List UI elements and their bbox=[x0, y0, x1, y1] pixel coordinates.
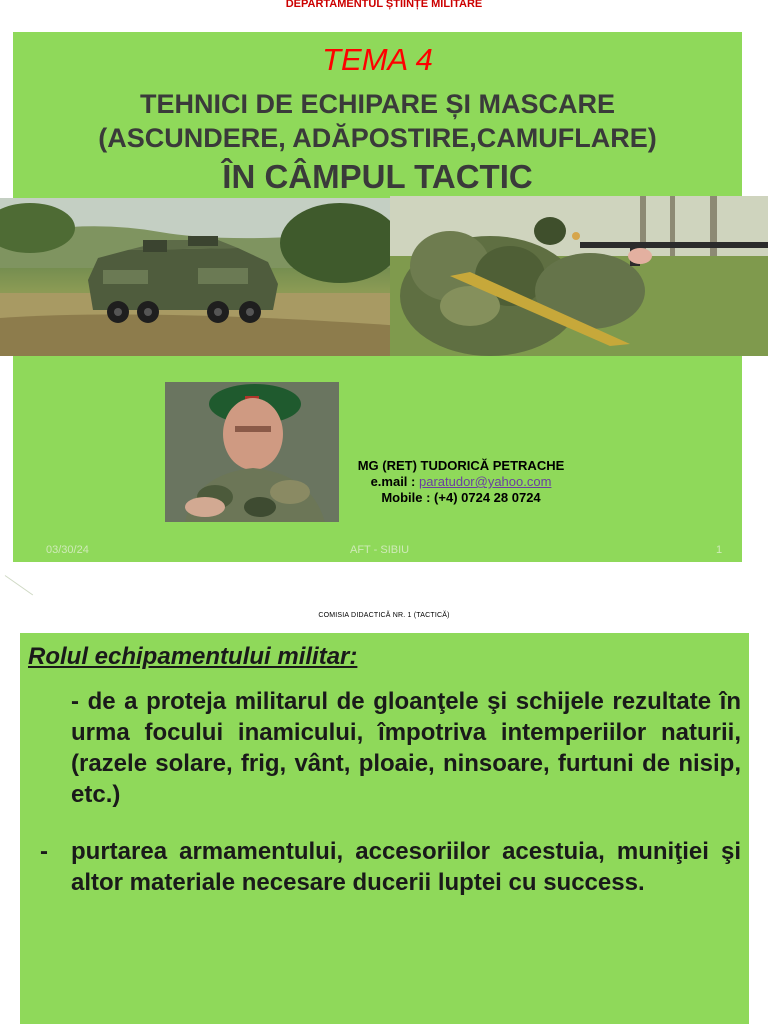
decorative-line bbox=[5, 575, 33, 595]
content-slide bbox=[20, 633, 749, 1024]
author-name: MG (RET) TUDORICĂ PETRACHE bbox=[357, 458, 565, 473]
slide-heading: Rolul echipamentului militar: bbox=[28, 643, 358, 670]
officer-portrait-photo bbox=[165, 382, 339, 522]
armored-vehicle-photo bbox=[0, 198, 403, 356]
footer-center: AFT - SIBIU bbox=[350, 544, 410, 556]
bullet-carrying: purtarea armamentului, accesoriilor acestuia, muniţiei şi altor materiale necesare ducerii luptei cu success. bbox=[71, 838, 741, 896]
footer-date: 03/30/24 bbox=[46, 544, 89, 556]
commission-header: COMISIA DIDACTICĂ NR. 1 (TACTICĂ) bbox=[318, 612, 450, 619]
bullet-protection: - de a proteja militarul de gloanţele şi schijele rezultate în urma focului inamicului, împotriva intemperiilor naturii, (razele solare, frig, vânt, ploaie, ninsoare, furtuni de nisip, etc.) bbox=[71, 688, 741, 808]
author-email-row bbox=[341, 474, 581, 490]
email-link[interactable]: paratudor@yahoo.com bbox=[418, 474, 552, 489]
footer-page-number: 1 bbox=[716, 544, 723, 556]
camouflaged-soldier-photo bbox=[390, 196, 768, 356]
title-line-1: TEHNICI DE ECHIPARE ȘI MASCARE bbox=[139, 89, 616, 119]
title-line-2: (ASCUNDERE, ADĂPOSTIRE,CAMUFLARE) bbox=[98, 123, 657, 153]
author-mobile: Mobile : (+4) 0724 28 0724 bbox=[381, 490, 541, 505]
tema-label: TEMA 4 bbox=[322, 42, 433, 77]
bullet-dash: - bbox=[40, 838, 48, 865]
title-line-3: ÎN CÂMPUL TACTIC bbox=[222, 158, 533, 195]
title-slide bbox=[13, 32, 742, 562]
email-label: e.mail : bbox=[370, 474, 419, 489]
department-title: DEPARTAMENTUL ȘTIINȚE MILITARE bbox=[285, 0, 483, 10]
author-info bbox=[341, 458, 581, 506]
